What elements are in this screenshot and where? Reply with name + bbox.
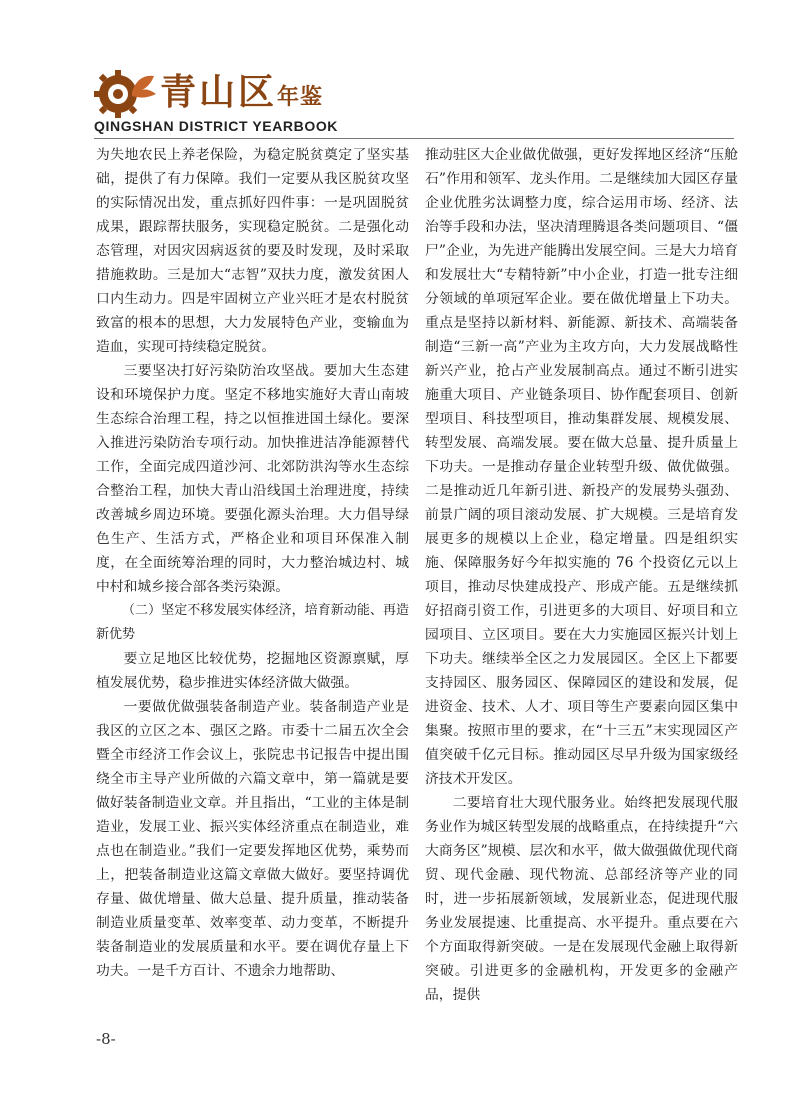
page-number: -8-: [96, 1030, 116, 1048]
paragraph: 为失地农民上养老保险，为稳定脱贫奠定了坚实基础，提供了有力保障。我们一定要从我区脱贫攻坚的实际情况出发，重点抓好四件事：一是巩固脱贫成果，跟踪帮扶服务，实现稳定脱贫。二是强化动态管理，对因灾因病返贫的要及时发现，及时采取措施救助。三是加大“志智”双扶力度，激发贫困人口内生动力。四是牢固树立产业兴旺才是农村脱贫致富的根本的思想，大力发展特色产业，变输血为造血，实现可持续稳定脱贫。: [96, 147, 409, 355]
paragraph: 三要坚决打好污染防治攻坚战。要加大生态建设和环境保护力度。坚定不移地实施好大青山南坡生态综合治理工程，持之以恒推进国土绿化。要深入推进污染防治专项行动。加快推进洁净能源替代工作，全面完成四道沙河、北郊防洪沟等水生态综合整治工程，加快大青山沿线国土治理进度，持续改善城乡周边环境。要强化源头治理。大力倡导绿色生产、生活方式，严格企业和项目环保准入制度，在全面统筹治理的同时，大力整治城边村、城中村和城乡接合部各类污染源。: [96, 363, 409, 595]
section-subheading: （二）坚定不移发展实体经济，培育新动能、再造新优势: [96, 603, 409, 642]
paragraph: 要立足地区比较优势，挖掘地区资源禀赋，厚植发展优势，稳步推进实体经济做大做强。: [96, 651, 409, 691]
page-header: [94, 68, 734, 142]
brand-sub: 年鉴: [277, 84, 324, 110]
header-divider: [94, 138, 734, 139]
yearbook-title: [160, 70, 323, 119]
right-column: [425, 143, 738, 1007]
paragraph: 一要做优做强装备制造产业。装备制造产业是我区的立区之本、强区之路。市委十二届五次全会暨全市经济工作会议上，张院忠书记报告中提出围绕全市主导产业所做的六篇文章中，第一篇就是要做好装备制造业文章。并且指出，“工业的主体是制造业，发展工业、振兴实体经济重点在制造业，难点也在制造业。”我们一定要发挥地区优势，乘势而上，把装备制造业这篇文章做大做好。要坚持调优存量、做优增量、做大总量、提升质量，推动装备制造业质量变革、效率变革、动力变革，不断提升装备制造业的发展质量和水平。要在调优存量上下功夫。一是千方百计、不遗余力地帮助、: [96, 699, 409, 979]
paragraph: 二要培育壮大现代服务业。始终把发展现代服务业作为城区转型发展的战略重点，在持续提升“六大商务区”规模、层次和水平，做大做强做优现代商贸、现代金融、现代物流、总部经济等产业的同时，进一步拓展新领域，发展新业态，促进现代服务业发展提速、比重提高、水平提升。重点要在六个方面取得新突破。一是在发展现代金融上取得新突破。引进更多的金融机构，开发更多的金融产品，提供: [425, 795, 738, 1003]
brand-main: 青山区: [160, 71, 278, 113]
yearbook-logo-icon: [94, 68, 158, 120]
paragraph: 推动驻区大企业做优做强，更好发挥地区经济“压舱石”作用和领军、龙头作用。二是继续加大园区存量企业优胜劣汰调整力度，综合运用市场、经济、法治等手段和办法，坚决清理腾退各类问题项目、“僵尸”企业，为先进产能腾出发展空间。三是大力培育和发展壮大“专精特新”中小企业，打造一批专注细分领域的单项冠军企业。要在做优增量上下功夫。重点是坚持以新材料、新能源、新技术、高端装备制造“三新一高”产业为主攻方向，大力发展战略性新兴产业，抢占产业发展制高点。通过不断引进实施重大项目、产业链条项目、协作配套项目、创新型项目、科技型项目，推动集群发展、规模发展、转型发展、高端发展。要在做大总量、提升质量上下功夫。一是推动存量企业转型升级、做优做强。二是推动近几年新引进、新投产的发展势头强劲、前景广阔的项目滚动发展、扩大规模。三是培育发展更多的规模以上企业，稳定增量。四是组织实施、保障服务好今年拟实施的 76 个投资亿元以上项目，推动尽快建成投产、形成产能。五是继续抓好招商引资工作，引进更多的大项目、好项目和立园项目、立区项目。要在大力实施园区振兴计划上下功夫。继续举全区之力发展园区。全区上下都要支持园区、服务园区、保障园区的建设和发展，促进资金、技术、人才、项目等生产要素向园区集中集聚。按照市里的要求，在“十三五”末实现园区产值突破千亿元目标。推动园区尽早升级为国家级经济技术开发区。: [425, 147, 738, 787]
left-column: [96, 143, 409, 983]
yearbook-subtitle: QINGSHAN DISTRICT YEARBOOK: [94, 118, 339, 134]
